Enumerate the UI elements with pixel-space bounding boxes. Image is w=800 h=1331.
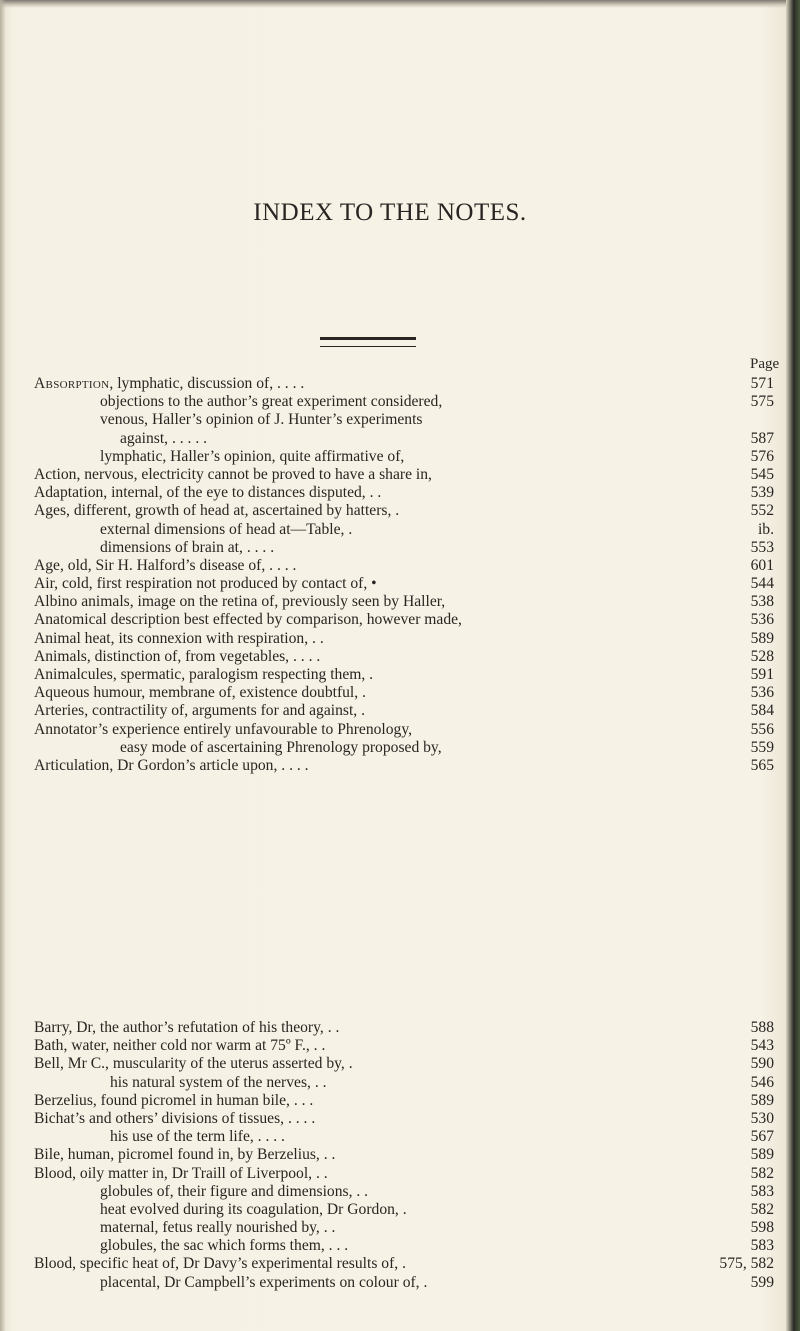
index-entry [34,393,774,411]
index-entry-text: Blood, oily matter in, Dr Traill of Liverpool, . . [34,1164,328,1182]
index-entry-text: Albino animals, image on the retina of, previously seen by Haller, [34,593,446,611]
index-entry [34,539,774,557]
index-entry [34,739,774,757]
index-section-b [34,1019,774,1292]
index-entry-text: maternal, fetus really nourished by, . . [100,1219,336,1237]
page-column-header: Page [750,356,780,372]
index-entry-page: 575 [750,393,774,411]
index-entry [34,1092,774,1110]
index-entry [34,521,774,539]
index-entry-text: Barry, Dr, the author’s refutation of his theory, . . [34,1019,340,1036]
index-entry [34,1128,774,1146]
index-section-a [34,375,774,775]
index-entry-text: Animals, distinction of, from vegetables, . . . . [34,647,321,665]
index-entry-page: 565 [750,756,774,774]
index-entry-page: 546 [750,1073,774,1091]
index-entry [34,1255,774,1273]
index-entry-text: heat evolved during its coagulation, Dr Gordon, . [100,1200,407,1218]
index-entry-text: Bath, water, neither cold nor warm at 75º F., . . [34,1037,326,1055]
index-entry-text: lymphatic, Haller’s opinion, quite affirmative of, [100,447,405,465]
index-entry [34,630,774,648]
index-entry-page: 601 [750,556,774,574]
title-rule [320,337,416,347]
index-entry [34,1201,774,1219]
index-entry-page: 556 [750,720,774,738]
index-entry [34,684,774,702]
index-entry-page: 589 [750,1091,774,1109]
index-entry-page: 536 [750,611,774,629]
index-entry [34,1183,774,1201]
index-entry-page: 589 [750,629,774,647]
index-entry-text: placental, Dr Campbell’s experiments on colour of, . [100,1273,428,1291]
index-entry-page: 545 [750,465,774,483]
index-entry [34,611,774,629]
index-entry-page: 536 [750,684,774,702]
index-entry-text: dimensions of brain at, . . . . [100,538,275,556]
index-entry [34,1037,774,1055]
index-entry-page: 591 [750,666,774,683]
index-entry-page: 543 [750,1037,774,1055]
index-entry-page: 582 [750,1164,774,1182]
index-entry-text: Animalcules, spermatic, paralogism respecting them, . [34,666,374,683]
index-entry-page: 539 [750,484,774,502]
index-entry-text: his natural system of the nerves, . . [110,1073,327,1091]
index-entry-page: 552 [750,502,774,520]
index-entry [34,430,774,448]
index-entry-page: 576 [750,447,774,465]
index-entry-page: 598 [750,1219,774,1237]
index-entry-text: venous, Haller’s opinion of J. Hunter’s experiments [100,411,423,429]
index-entry-page: 528 [750,647,774,665]
page-top-shadow [0,0,800,8]
index-entry-page: 583 [750,1237,774,1255]
index-entry-page: 571 [750,375,774,392]
index-entry-text: Annotator’s experience entirely unfavourable to Phrenology, [34,720,413,738]
index-entry [34,484,774,502]
index-entry-text: objections to the author’s great experiment considered, [100,393,443,411]
index-entry [34,666,774,684]
index-entry [34,1110,774,1128]
index-entry [34,375,774,393]
index-entry-page: 587 [750,429,774,447]
index-entry [34,1274,774,1292]
index-entry-text: globules, the sac which forms them, . . . [100,1237,349,1255]
index-entry-page: 575, 582 [719,1255,774,1273]
index-entry-page: 553 [750,538,774,556]
index-entry-text: easy mode of ascertaining Phrenology proposed by, [120,738,442,756]
index-entry-text: his use of the term life, . . . . [110,1128,285,1146]
index-entry-text: Adaptation, internal, of the eye to distances disputed, . . [34,484,382,502]
index-entry [34,1146,774,1164]
index-entry-text: Anatomical description best effected by comparison, however made, [34,611,462,629]
index-entry [34,448,774,466]
index-entry-page: 588 [750,1019,774,1036]
index-entry-page: 530 [750,1109,774,1127]
index-entry-text: Air, cold, first respiration not produced by contact of, • [34,575,377,593]
index-entry [34,648,774,666]
index-entry-page: 599 [750,1273,774,1291]
index-entry-text: Arteries, contractility of, arguments for and against, . [34,702,365,720]
index-entry [34,502,774,520]
index-entry-page: 584 [750,702,774,720]
index-entry-text: external dimensions of head at—Table, . [100,520,353,538]
index-entry-text: Bichat’s and others’ divisions of tissues, . . . . [34,1109,316,1127]
index-entry [34,1165,774,1183]
page-right-edge [786,0,800,1331]
index-entry-text: Ages, different, growth of head at, ascertained by hatters, . [34,502,400,520]
index-entry [34,557,774,575]
index-entry-text: Action, nervous, electricity cannot be proved to have a share in, [34,465,432,483]
index-entry [34,1074,774,1092]
index-entry-page: 590 [750,1055,774,1073]
index-entry-page: 589 [750,1146,774,1164]
index-entry [34,1219,774,1237]
page-title: INDEX TO THE NOTES. [253,199,527,226]
index-entry-page: 538 [750,593,774,611]
index-entry-text: Bile, human, picromel found in, by Berzelius, . . [34,1146,336,1164]
index-entry [34,466,774,484]
index-entry-text: globules of, their figure and dimensions, . . [100,1182,369,1200]
index-entry-page: 559 [750,738,774,756]
index-entry-text: Articulation, Dr Gordon’s article upon, . . . . [34,756,309,774]
index-entry [34,721,774,739]
index-entry-text: Bell, Mr C., muscularity of the uterus asserted by, . [34,1055,353,1073]
index-entry-page: ib. [757,520,774,538]
index-entry [34,593,774,611]
index-entry [34,575,774,593]
index-entry [34,411,774,429]
index-entry-text: Absorption, lymphatic, discussion of, . . . . [34,375,305,392]
index-entry [34,1055,774,1073]
index-entry-text: Age, old, Sir H. Halford’s disease of, . . . . [34,556,297,574]
index-entry-page: 582 [750,1200,774,1218]
index-entry-text: against, . . . . . [120,429,208,447]
index-entry [34,1019,774,1037]
index-entry [34,1237,774,1255]
index-entry [34,757,774,775]
index-entry-page: 583 [750,1182,774,1200]
index-entry-text: Aqueous humour, membrane of, existence doubtful, . [34,684,366,702]
index-entry [34,702,774,720]
index-entry-text: Animal heat, its connexion with respiration, . . [34,629,324,647]
index-entry-page: 544 [750,575,774,593]
index-entry-text: Berzelius, found picromel in human bile, . . . [34,1091,314,1109]
index-entry-page: 567 [750,1128,774,1146]
index-entry-text: Blood, specific heat of, Dr Davy’s experimental results of, . [34,1255,406,1273]
